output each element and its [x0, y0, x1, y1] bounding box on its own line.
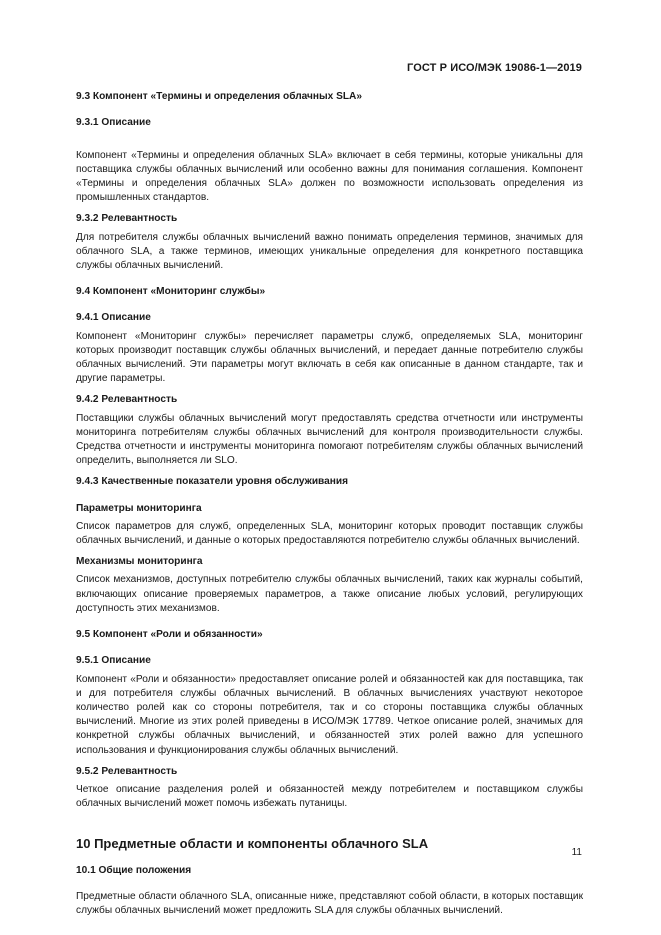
section-9-3-2-text: Для потребителя службы облачных вычислений важно понимать определения терминов, значимых для облачного SLA, а также терминов, имеющих уникальные определения для конкретного поставщика службы облачных вычислений. [76, 231, 583, 272]
page-number: 11 [571, 847, 582, 858]
monitoring-mechanisms-title: Механизмы мониторинга [76, 556, 203, 568]
section-9-4-title: 9.4 Компонент «Мониторинг службы» [76, 286, 266, 298]
monitoring-mechanisms-text: Список механизмов, доступных потребителю службы облачных вычислений, таких как журналы событий, включающих описание проверяемых параметров, а также описание любых условий, регулирующих доступность этих механизмов. [76, 574, 583, 614]
section-9-5-1-text: Компонент «Роли и обязанности» предоставляет описание ролей и обязанностей как для поставщика, так и для потребителя службы облачных вычислений. В облачных вычислениях участвуют некоторое количество ролей как со стороны потребителя, так и со стороны поставщика службы облачных вычислений. Многие из этих ролей приведены в ИСО/МЭК 17789. Четкое описание ролей, значимых для конкретной службы облачных вычислений, и обязанностей этих ролей важно для успешного использования и функционирования службы облачных вычислений. [76, 673, 583, 756]
section-9-3-1-title: 9.3.1 Описание [76, 117, 151, 129]
section-9-4-1-title: 9.4.1 Описание [76, 312, 151, 324]
section-9-5-title: 9.5 Компонент «Роли и обязанности» [76, 629, 263, 641]
page-content [76, 90, 583, 918]
section-10-title: 10 Предметные области и компоненты облачного SLA [76, 836, 429, 852]
section-9-3-1-text: Компонент «Термины и определения облачных SLA» включает в себя термины, которые уникальны для поставщика службы облачных вычислений или особенно важны для понимания соглашения. Компонент «Термины и определения облачных SLA» должен по возможности использовать определения из промышленных стандартов. [76, 149, 583, 204]
section-9-4-2-title: 9.4.2 Релевантность [76, 394, 178, 406]
section-9-5-1-title: 9.5.1 Описание [76, 655, 151, 667]
section-9-3-title: 9.3 Компонент «Термины и определения облачных SLA» [76, 91, 362, 102]
monitoring-parameters-title: Параметры мониторинга [76, 502, 202, 514]
section-9-5-2-title: 9.5.2 Релевантность [76, 765, 178, 777]
section-9-4-3-title: 9.4.3 Качественные показатели уровня обслуживания [76, 476, 349, 488]
section-9-4-1-text: Компонент «Мониторинг службы» перечисляет параметры служб, определяемых SLA, мониторинг которых производит поставщик службы облачных вычислений, и передает данные потребителю службы облачных вычислений. Эти параметры могут включать в себя как описанные в данном стандарте, так и другие параметры. [76, 330, 583, 385]
document-header: ГОСТ Р ИСО/МЭК 19086-1—2019 [407, 62, 582, 74]
section-10-1-title: 10.1 Общие положения [76, 864, 192, 876]
section-9-4-2-text: Поставщики службы облачных вычислений могут предоставлять средства отчетности или инструменты мониторинга потребителям службы облачных вычислений для контроля производительности службы. Средства отчетности и инструменты мониторинга помогают потребителям службы облачных вычислений определить, выполняется ли SLO. [76, 412, 583, 467]
monitoring-parameters-text: Список параметров для служб, определенных SLA, мониторинг которых проводит поставщик службы облачных вычислений, и данные о которых предоставляются потребителю службы облачных вычислений. [76, 520, 583, 547]
section-9-5-2-text: Четкое описание разделения ролей и обязанностей между потребителем и поставщиком службы облачных вычислений может помочь избежать путаницы. [76, 783, 583, 810]
section-9-3-2-title: 9.3.2 Релевантность [76, 213, 178, 225]
section-10-1-text: Предметные области облачного SLA, описанные ниже, представляют собой области, в которых поставщик службы облачных вычислений может предложить SLA для службы облачных вычислений. [76, 890, 583, 916]
